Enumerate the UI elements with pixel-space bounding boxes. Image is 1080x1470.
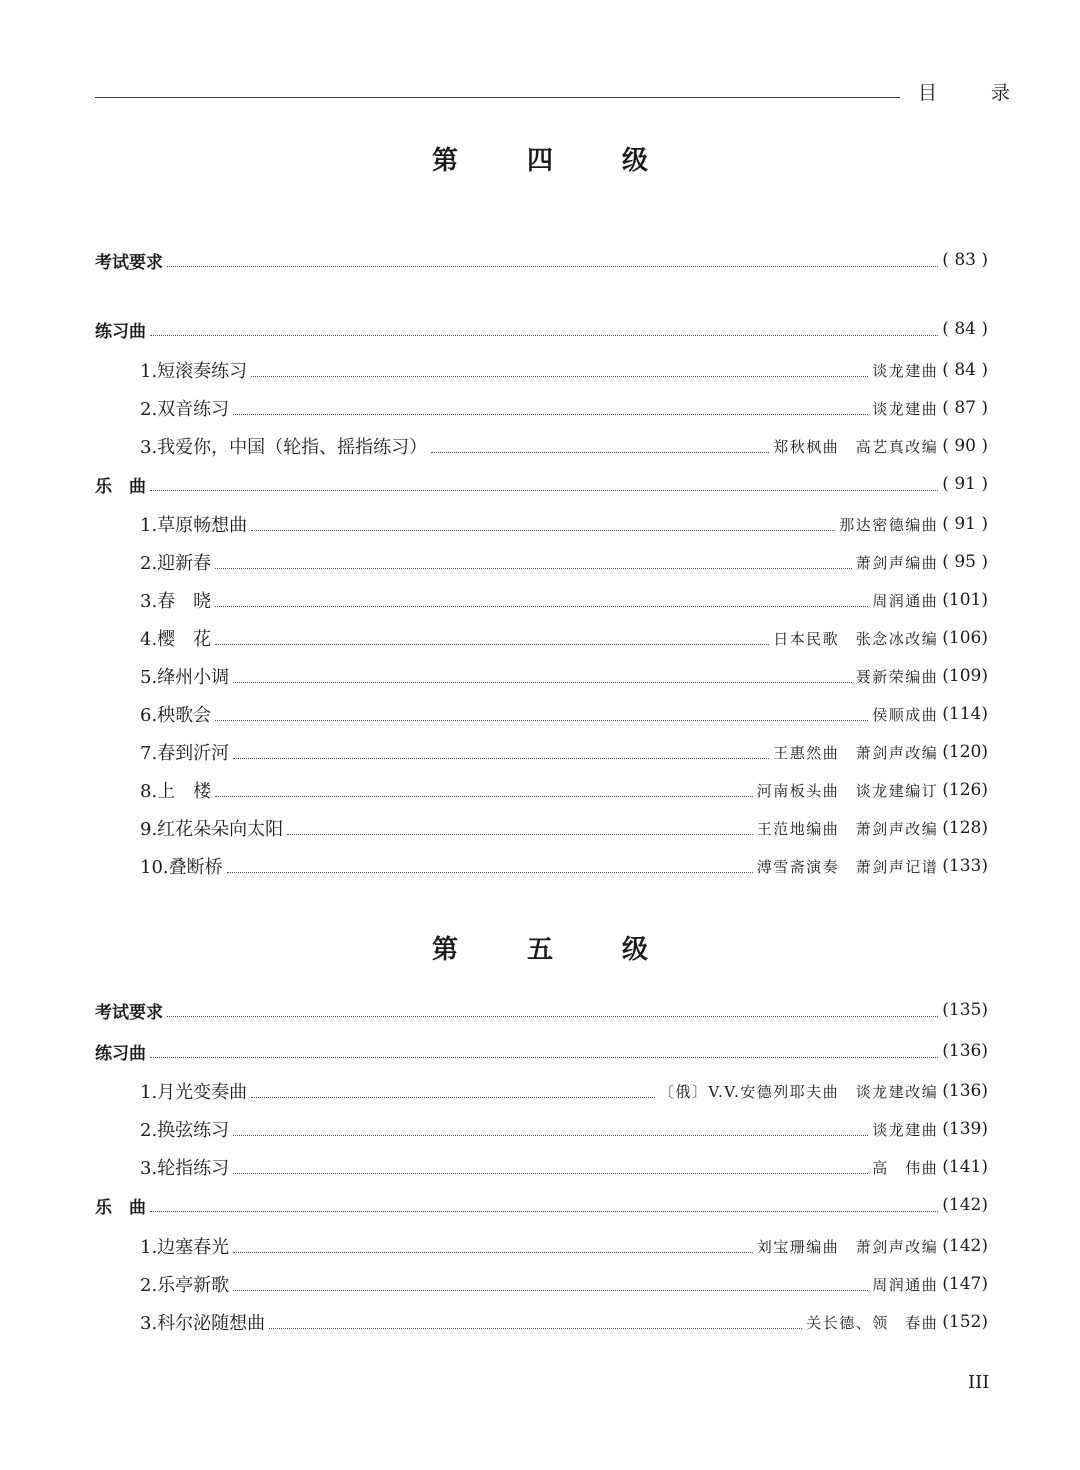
entry-credit: 聂新荣编曲 <box>855 667 939 686</box>
entry-page: ( 84 ) <box>942 319 988 339</box>
entry-title: 3.轮指练习 <box>140 1158 230 1179</box>
header-title: 目 录 <box>918 82 1035 104</box>
dot-leader <box>215 644 769 645</box>
entry-title: 6.秧歌会 <box>140 705 212 726</box>
toc-item[interactable] <box>140 1307 988 1337</box>
dot-leader <box>150 1211 938 1212</box>
entry-title: 4.樱 花 <box>140 629 212 650</box>
toc-item[interactable] <box>140 355 988 385</box>
entry-page: ( 83 ) <box>942 250 988 270</box>
entry-credit: 高 伟曲 <box>872 1158 939 1177</box>
toc-item[interactable] <box>140 1231 988 1261</box>
entry-title: 乐 曲 <box>95 1197 146 1218</box>
toc-item[interactable] <box>140 851 988 881</box>
dot-leader <box>233 758 769 759</box>
dot-leader <box>215 606 868 607</box>
toc-item[interactable] <box>140 431 988 461</box>
toc-item[interactable] <box>140 775 988 805</box>
dot-leader <box>167 1016 938 1017</box>
dot-leader <box>233 1135 868 1136</box>
entry-page: (141) <box>942 1157 988 1177</box>
dot-leader <box>227 872 753 873</box>
entry-title: 7.春到沂河 <box>140 743 230 764</box>
entry-credit: 谈龙建曲 <box>872 361 939 380</box>
entry-credit: 〔俄〕V.V.安德列耶夫曲 谈龙建改编 <box>658 1082 939 1101</box>
toc-section[interactable] <box>95 995 988 1025</box>
entry-page: (133) <box>942 856 988 876</box>
dot-leader <box>233 1252 753 1253</box>
entry-page: (106) <box>942 628 988 648</box>
header-rule <box>95 97 900 98</box>
entry-credit: 谈龙建曲 <box>872 399 939 418</box>
toc-item[interactable] <box>140 623 988 653</box>
entry-credit: 关长德、领 春曲 <box>806 1313 939 1332</box>
entry-page: (142) <box>942 1236 988 1256</box>
page-number: III <box>968 1372 990 1393</box>
entry-page: ( 84 ) <box>942 360 988 380</box>
entry-title: 考试要求 <box>95 1002 163 1023</box>
entry-title: 2.双音练习 <box>140 399 230 420</box>
entry-page: (128) <box>942 818 988 838</box>
toc-item[interactable] <box>140 547 988 577</box>
toc-item[interactable] <box>140 1114 988 1144</box>
entry-page: ( 91 ) <box>942 474 988 494</box>
level-heading: 第 五 级 <box>431 935 679 965</box>
entry-credit: 那达密德编曲 <box>839 515 939 534</box>
entry-page: (142) <box>942 1195 988 1215</box>
entry-title: 1.月光变奏曲 <box>140 1082 248 1103</box>
entry-page: ( 87 ) <box>942 398 988 418</box>
entry-title: 2.乐亭新歌 <box>140 1275 230 1296</box>
dot-leader <box>233 682 852 683</box>
dot-leader <box>287 834 753 835</box>
level-heading: 第 四 级 <box>431 146 679 176</box>
toc-item[interactable] <box>140 699 988 729</box>
entry-credit: 周润通曲 <box>872 1275 939 1294</box>
entry-page: (139) <box>942 1119 988 1139</box>
toc-item[interactable] <box>140 393 988 423</box>
dot-leader <box>150 335 938 336</box>
entry-credit: 郑秋枫曲 高艺真改编 <box>773 437 939 456</box>
entry-credit: 周润通曲 <box>872 591 939 610</box>
entry-page: (109) <box>942 666 988 686</box>
entry-title: 乐 曲 <box>95 476 146 497</box>
dot-leader <box>233 414 868 415</box>
entry-page: (126) <box>942 780 988 800</box>
entry-page: (114) <box>942 704 988 724</box>
entry-credit: 日本民歌 张念冰改编 <box>773 629 939 648</box>
entry-credit: 侯顺成曲 <box>872 705 939 724</box>
dot-leader <box>150 1057 938 1058</box>
entry-page: (147) <box>942 1274 988 1294</box>
entry-credit: 王范地编曲 萧剑声改编 <box>756 819 939 838</box>
dot-leader <box>233 1290 868 1291</box>
entry-page: ( 95 ) <box>942 552 988 572</box>
entry-credit: 河南板头曲 谈龙建编订 <box>756 781 939 800</box>
entry-credit: 王惠然曲 萧剑声改编 <box>773 743 939 762</box>
entry-credit: 萧剑声编曲 <box>855 553 939 572</box>
dot-leader <box>233 1173 868 1174</box>
dot-leader <box>269 1328 802 1329</box>
toc-section[interactable] <box>95 1190 988 1220</box>
entry-title: 5.绛州小调 <box>140 667 230 688</box>
toc-item[interactable] <box>140 1269 988 1299</box>
entry-credit: 谈龙建曲 <box>872 1120 939 1139</box>
entry-page: (136) <box>942 1041 988 1061</box>
toc-item[interactable] <box>140 661 988 691</box>
entry-title: 10.叠断桥 <box>140 857 223 878</box>
toc-section[interactable] <box>95 469 988 499</box>
entry-credit: 溥雪斋演奏 萧剑声记谱 <box>756 857 939 876</box>
dot-leader <box>251 530 835 531</box>
dot-leader <box>215 720 868 721</box>
entry-title: 2.迎新春 <box>140 553 212 574</box>
dot-leader <box>215 796 753 797</box>
entry-title: 8.上 楼 <box>140 781 212 802</box>
entry-title: 3.科尔泌随想曲 <box>140 1313 266 1334</box>
dot-leader <box>167 266 938 267</box>
entry-title: 2.换弦练习 <box>140 1120 230 1141</box>
entry-page: (136) <box>942 1081 988 1101</box>
toc-section[interactable] <box>95 314 988 344</box>
entry-page: (152) <box>942 1312 988 1332</box>
entry-title: 考试要求 <box>95 252 163 273</box>
toc-item[interactable] <box>140 1076 988 1106</box>
entry-title: 9.红花朵朵向太阳 <box>140 819 284 840</box>
entry-title: 1.短滚奏练习 <box>140 361 248 382</box>
dot-leader <box>251 376 868 377</box>
entry-page: (135) <box>942 1000 988 1020</box>
dot-leader <box>431 452 769 453</box>
entry-title: 1.草原畅想曲 <box>140 515 248 536</box>
entry-page: ( 90 ) <box>942 436 988 456</box>
entry-title: 练习曲 <box>95 1043 146 1064</box>
dot-leader <box>215 568 852 569</box>
toc-item[interactable] <box>140 509 988 539</box>
toc-section[interactable] <box>95 245 988 275</box>
entry-title: 3.我爱你，中国（轮指、摇指练习） <box>140 437 428 458</box>
entry-title: 3.春 晓 <box>140 591 212 612</box>
toc-item[interactable] <box>140 737 988 767</box>
dot-leader <box>150 490 938 491</box>
toc-section[interactable] <box>95 1036 988 1066</box>
entry-title: 1.边塞春光 <box>140 1237 230 1258</box>
dot-leader <box>251 1097 655 1098</box>
toc-item[interactable] <box>140 1152 988 1182</box>
toc-item[interactable] <box>140 585 988 615</box>
toc-item[interactable] <box>140 813 988 843</box>
entry-title: 练习曲 <box>95 321 146 342</box>
entry-credit: 刘宝珊编曲 萧剑声改编 <box>756 1237 939 1256</box>
entry-page: (120) <box>942 742 988 762</box>
entry-page: (101) <box>942 590 988 610</box>
entry-page: ( 91 ) <box>942 514 988 534</box>
